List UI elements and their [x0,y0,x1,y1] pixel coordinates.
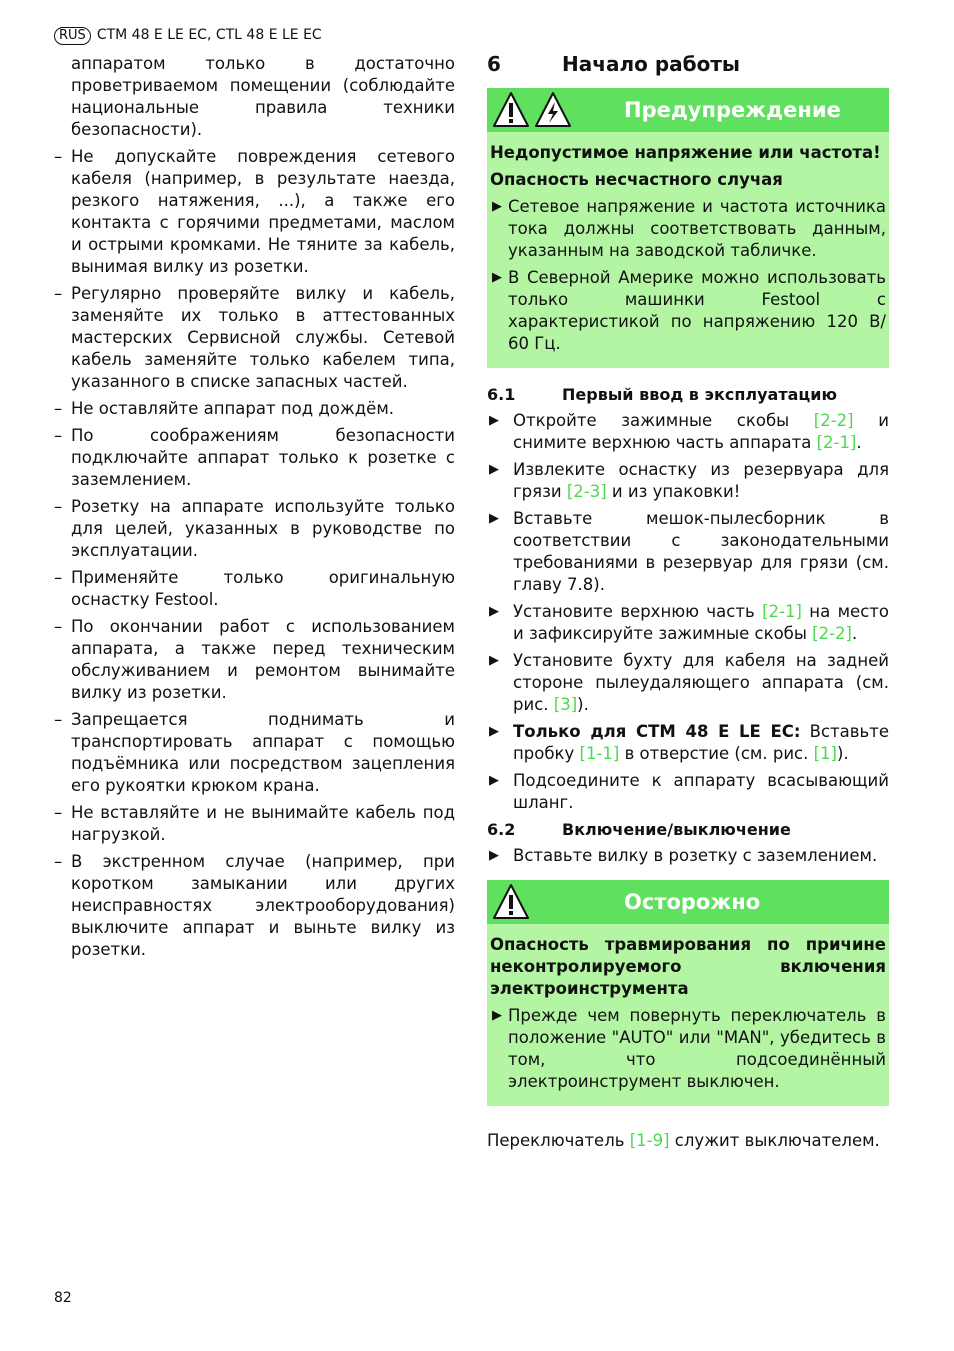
list-item: – Розетку на аппарате используйте только для целей, указанных в руководстве по эксплуатации. [54,497,455,560]
triangle-bullet-icon: ▶ [492,1008,502,1023]
list-item: – Не оставляйте аппарат под дождём. [54,399,395,418]
warning-title: Предупреждение [624,98,841,122]
list-item: – Не вставляйте и не вынимайте кабель под нагрузкой. [54,803,455,844]
caution-box [487,880,889,1106]
figure-reference: [1-1] [579,744,620,763]
triangle-bullet-icon: ▶ [489,604,499,619]
caution-body [487,924,889,1106]
warning-body [487,132,889,368]
warning-hazard: Недопустимое напряжение или частота! [490,143,881,162]
list-item: ▶ В Северной Америке можно использовать только машинки Festool с характеристикой по напряжению 120 В/ 60 Гц. [492,268,886,353]
list-item: – Не допускайте повреждения сетевого кабеля (например, в результате наезда, резкого натяжения, ...), а также его контакта с горячими предметами, маслом и острыми кромками. Не тяните за кабель, вынимая вилку из розетки. [54,147,455,276]
left-column [54,53,455,966]
triangle-bullet-icon: ▶ [492,270,502,285]
warning-triangle-icon [494,93,528,126]
figure-reference: [2-1] [816,433,857,452]
triangle-bullet-icon: ▶ [489,724,499,739]
figure-reference: [1-9] [629,1131,670,1150]
figure-reference: [2-3] [566,482,607,501]
language-badge: RUS [54,27,91,45]
list-item: ▶ Сетевое напряжение и частота источника тока должны соответствовать данным, указанным на заводской табличке. [492,197,886,260]
list-item: – В экстренном случае (например, при коротком замыкании или других неисправностях электрооборудования) выключите аппарат и выньте вилку из розетки. [54,852,455,959]
list-item: ▶ Извлеките оснастку из резервуара для грязи [2-3] и из упаковки! [489,460,889,501]
triangle-bullet-icon: ▶ [489,848,499,863]
list-item: ▶ Вставьте вилку в розетку с заземлением. [489,846,878,865]
caution-hazard: Опасность травмирования по причине неконтролируемого включения электроинструмента [490,935,886,998]
list-item: ▶ Откройте зажимные скобы [2-2] и снимите верхнюю часть аппарата [2-1]. [489,411,889,452]
caution-header [487,880,889,924]
figure-reference: [2-1] [762,602,802,621]
section-heading: 6 Начало работы [487,52,741,76]
figure-reference: [3] [553,695,578,714]
list-item: ▶ Прежде чем повернуть переключатель в положение "AUTO" или "MAN", убедитесь в том, что подсоединённый электроинструмент выключен. [492,1006,886,1091]
figure-reference: [2-2] [812,624,852,643]
continued-text: аппаратом только в достаточно проветриваемом помещении (соблюдайте национальные правила техники безопасности). [71,54,455,139]
list-item: – По соображениям безопасности подключайте аппарат только к розетке с заземлением. [54,426,455,489]
list-item: ▶ Установите бухту для кабеля на задней стороне пылеудаляющего аппарата (см. рис. [3]). [489,651,889,714]
triangle-bullet-icon: ▶ [489,462,499,477]
list-item: – Запрещается поднимать и транспортировать аппарат с помощью подъёмника или посредством зацепления его рукоятки крюком крана. [54,710,455,795]
figure-reference: [1] [813,744,837,763]
subsection-heading: 6.2 Включение/выключение [487,820,791,839]
warning-icons [492,91,572,129]
list-item: – По окончании работ с использованием аппарата, а также перед техническим обслуживанием и ремонтом вынимайте вилку из розетки. [54,617,455,702]
subsection-heading: 6.1 Первый ввод в эксплуатацию [487,385,838,404]
right-column [487,50,889,1152]
triangle-bullet-icon: ▶ [489,511,499,526]
list-item: ▶ Только для CTM 48 E LE EC: Вставьте пробку [1-1] в отверстие (см. рис. [1]). [489,722,889,763]
list-item: – Применяйте только оригинальную оснастку Festool. [54,568,455,609]
warning-box [487,88,889,368]
triangle-bullet-icon: ▶ [489,773,499,788]
figure-reference: [2-2] [813,411,854,430]
electric-hazard-icon [536,93,570,126]
warning-danger: Опасность несчастного случая [490,170,783,189]
list-item: – Регулярно проверяйте вилку и кабель, заменяйте их только в аттестованных мастерских Сервисной службы. Сетевой кабель заменяйте только кабелем типа, указанного в списке запасных частей. [54,284,455,391]
caution-title: Осторожно [624,890,761,914]
triangle-bullet-icon: ▶ [489,653,499,668]
page-header [54,25,322,45]
list-item: ▶ Подсоедините к аппарату всасывающий шланг. [489,771,889,812]
model-name: CTM 48 E LE EC, CTL 48 E LE EC [96,27,322,43]
warning-header [487,88,889,132]
page-number: 82 [54,1290,72,1306]
caution-icons [492,883,532,921]
list-item: ▶ Установите верхнюю часть [2-1] на место и зафиксируйте зажимные скобы [2-2]. [489,602,889,643]
triangle-bullet-icon: ▶ [492,199,502,214]
list-item: ▶ Вставьте мешок-пылесборник в соответствии с законодательными требованиями в резервуар для грязи (см. главу 7.8). [489,509,889,594]
warning-triangle-icon [494,885,528,918]
switch-paragraph: Переключатель [1-9] служит выключателем. [487,1131,880,1150]
triangle-bullet-icon: ▶ [489,413,499,428]
